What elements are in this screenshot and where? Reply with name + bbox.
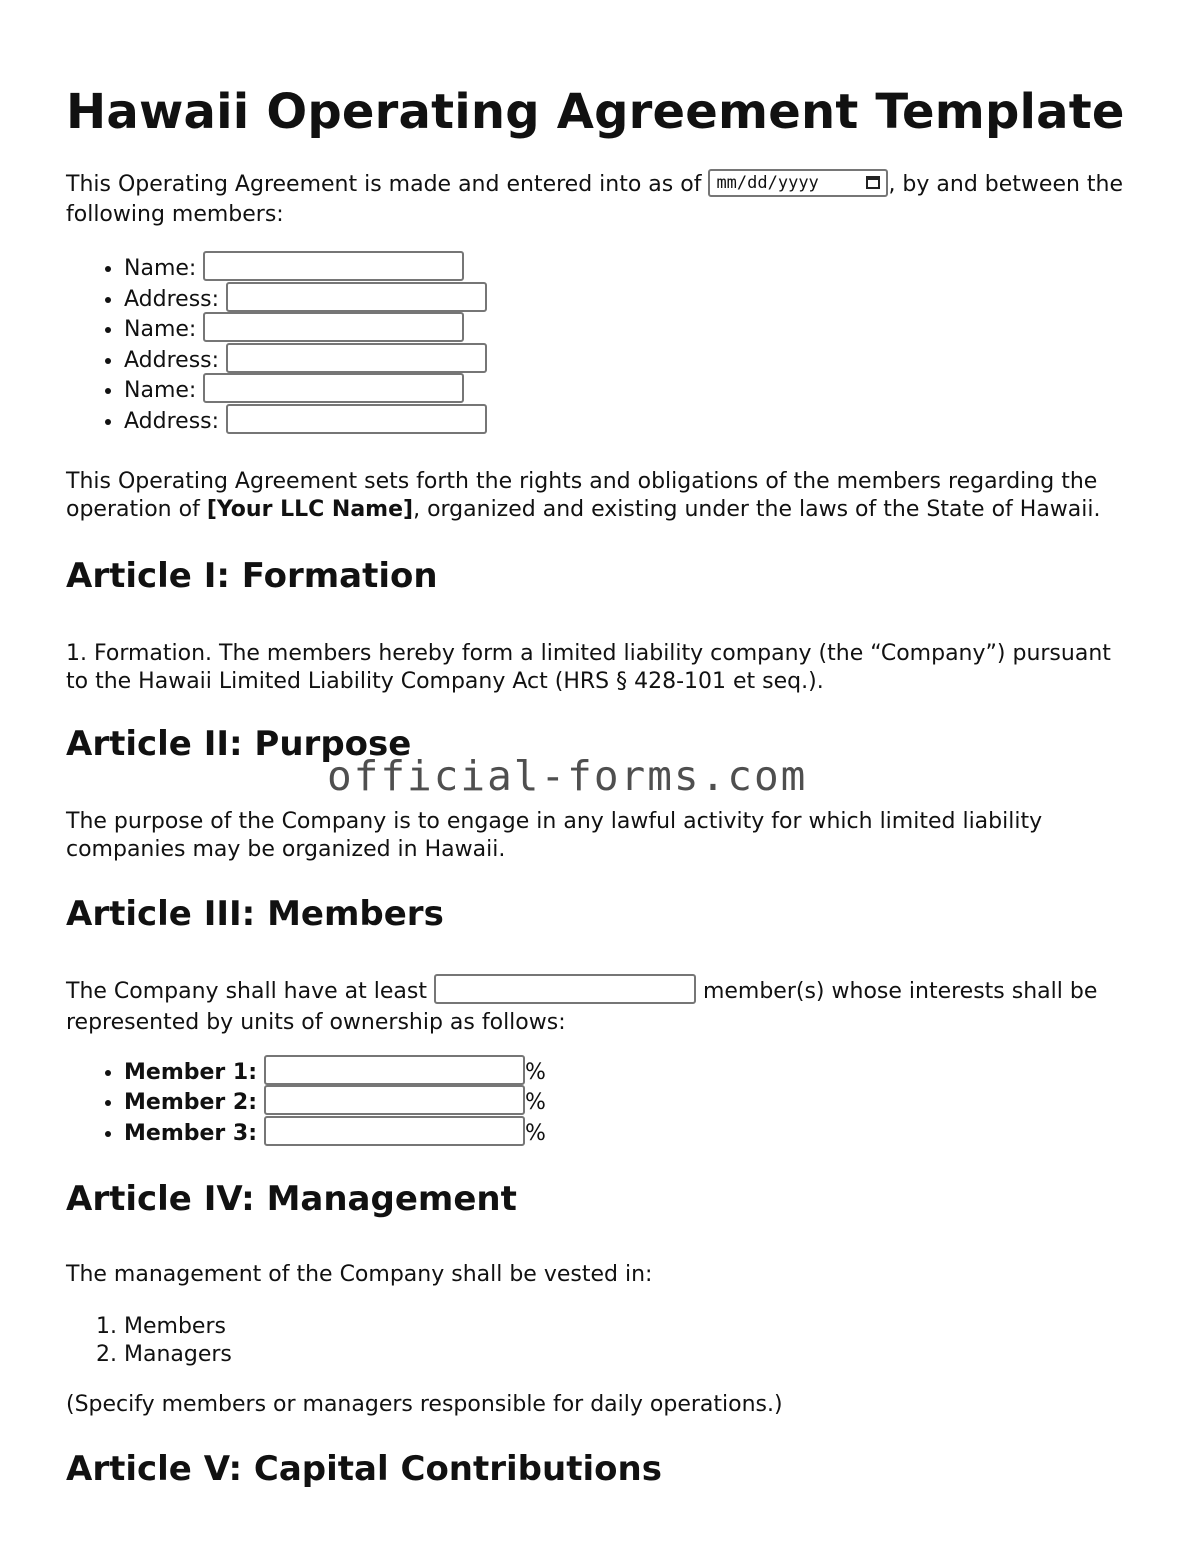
llc-name-placeholder: [Your LLC Name]	[206, 496, 414, 522]
article-4-note: (Specify members or managers responsible for daily operations.)	[66, 1392, 783, 1418]
unit-label: Member 3:	[124, 1120, 258, 1146]
intro-text-before: This Operating Agreement is made and entered into as of	[66, 172, 709, 197]
page-title: Hawaii Operating Agreement Template	[66, 84, 1125, 140]
members-text-after: member(s) whose interests shall be represented by units of ownership as follows:	[66, 978, 1098, 1035]
list-item	[124, 254, 1136, 285]
member3-percent-input[interactable]	[264, 1116, 525, 1146]
list-item	[124, 346, 1136, 377]
intro-paragraph	[66, 170, 1136, 230]
field-label: Name:	[124, 378, 197, 404]
field-label: Name:	[124, 256, 197, 281]
field-label: Address:	[124, 347, 220, 373]
list-item	[124, 376, 1136, 407]
member2-name-input[interactable]	[203, 312, 464, 342]
unit-label: Member 1:	[124, 1059, 258, 1085]
list-item	[124, 1119, 1136, 1150]
percent-suffix: %	[525, 1059, 546, 1085]
member1-percent-input[interactable]	[264, 1055, 525, 1085]
rights-paragraph	[66, 468, 1136, 524]
rights-text-after: , organized and existing under the laws of the State of Hawaii.	[413, 496, 1101, 522]
article-5-heading: Article V: Capital Contributions	[66, 1449, 662, 1490]
calendar-icon[interactable]	[866, 176, 880, 189]
member-count-input[interactable]	[434, 974, 696, 1004]
member1-name-input[interactable]	[203, 251, 464, 281]
rights-text-before: This Operating Agreement sets forth the rights and obligations of the members regarding the operation of	[66, 468, 1098, 522]
list-item	[124, 407, 1136, 438]
field-label: Address:	[124, 408, 220, 434]
article-2-text: The purpose of the Company is to engage in any lawful activity for which limited liability companies may be organized in Hawaii.	[66, 808, 1043, 862]
field-label: Address:	[124, 286, 220, 312]
list-item	[124, 285, 1136, 316]
article-1-text: 1. Formation. The members hereby form a limited liability company (the “Company”) pursuant to the Hawaii Limited Liability Company Act (HRS § 428-101 et seq.).	[66, 640, 1111, 694]
member2-address-input[interactable]	[226, 343, 487, 373]
article-4-heading: Article IV: Management	[66, 1179, 517, 1220]
member-list	[66, 254, 1136, 438]
article-2-heading: Article II: Purpose	[66, 723, 412, 764]
date-placeholder: mm/dd/yyyy	[716, 173, 819, 193]
document-page	[66, 0, 1136, 1489]
percent-suffix: %	[525, 1090, 546, 1116]
management-options-list	[66, 1313, 1136, 1369]
article-3-text	[66, 976, 1136, 1038]
member3-name-input[interactable]	[203, 373, 464, 403]
article-4-text: The management of the Company shall be vested in:	[66, 1262, 653, 1288]
list-item	[124, 315, 1136, 346]
agreement-date-input[interactable]	[708, 169, 888, 197]
list-item	[124, 1088, 1136, 1119]
member3-address-input[interactable]	[226, 404, 487, 434]
intro-text-after: , by and between the following members:	[66, 172, 1124, 227]
field-label: Name:	[124, 317, 197, 343]
ownership-units-list	[66, 1058, 1136, 1150]
members-text-before: The Company shall have at least	[66, 978, 434, 1004]
watermark: official-forms.com	[327, 752, 808, 800]
percent-suffix: %	[525, 1120, 546, 1146]
member2-percent-input[interactable]	[264, 1085, 525, 1115]
list-item	[124, 1058, 1136, 1089]
member1-address-input[interactable]	[226, 282, 487, 312]
list-item: 2. Managers	[124, 1341, 1136, 1369]
unit-label: Member 2:	[124, 1090, 258, 1116]
list-item: 1. Members	[124, 1313, 1136, 1341]
article-3-heading: Article III: Members	[66, 893, 444, 934]
article-1-heading: Article I: Formation	[66, 555, 438, 596]
